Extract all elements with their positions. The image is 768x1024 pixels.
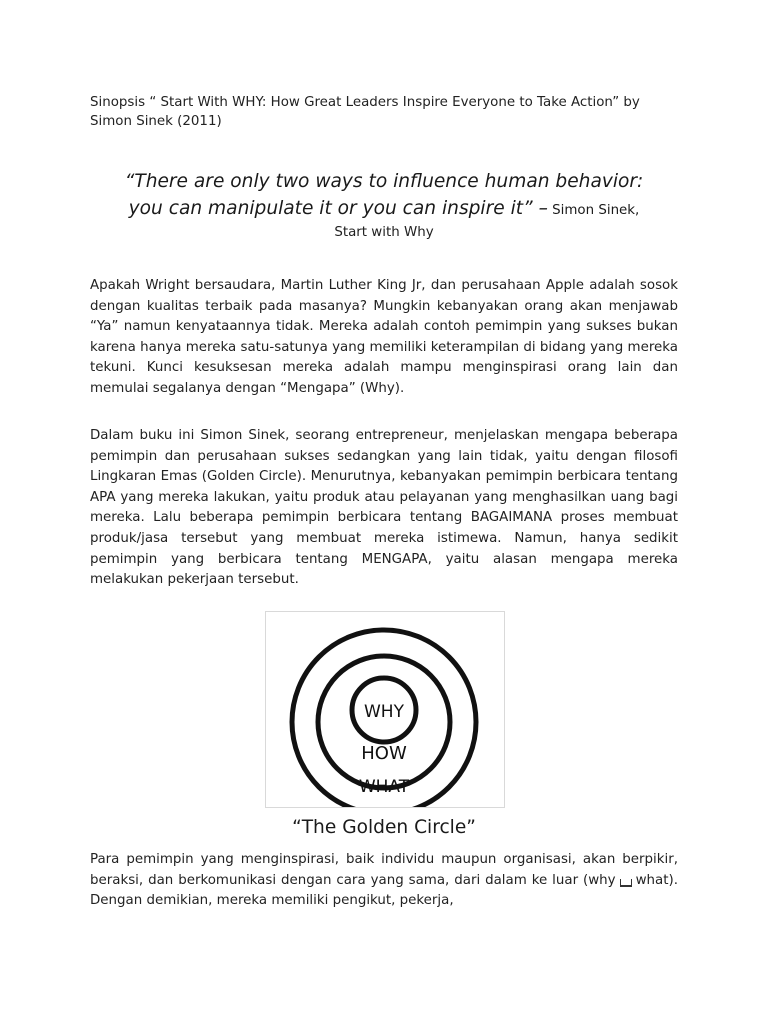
- quote-line-2: [90, 195, 678, 224]
- label-why: WHY: [364, 702, 404, 722]
- opening-quote: [90, 168, 678, 242]
- golden-circle-figure: [265, 611, 505, 808]
- paragraph-1: Apakah Wright bersaudara, Martin Luther King Jr, dan perusahaan Apple adalah sosok dengan kualitas terbaik pada masanya? Mungkin kebanyakan orang akan menjawab “Ya” namun kenyataannya tidak. Mereka adalah contoh pemimpin yang sukses bukan karena hanya mereka satu-satunya yang memiliki keterampilan di bidang yang mereka tekuni. Kunci kesuksesan mereka adalah mampu menginspirasi orang lain dan memulai segalanya dengan “Mengapa” (Why).: [90, 278, 678, 396]
- arrow-icon: [620, 879, 632, 887]
- paragraph-3: [90, 850, 678, 912]
- quote-attribution-author: Simon Sinek,: [547, 203, 640, 218]
- label-how: HOW: [361, 743, 407, 764]
- synopsis-heading: [90, 93, 678, 131]
- synopsis-line-1: Sinopsis “ Start With WHY: How Great Leaders Inspire Everyone to Take Action” by: [90, 95, 640, 110]
- paragraph-3-end: what). Dengan demikian, mereka memiliki pengikut, pekerja,: [90, 872, 678, 909]
- quote-attribution-book: Start with Why: [334, 225, 434, 240]
- paragraph-3-start: Para pemimpin yang menginspirasi, baik individu maupun organisasi, akan berpikir, beraksi, dan berkomunikasi dengan cara yang sama, dari dalam ke luar (why: [90, 852, 678, 888]
- golden-circle-diagram: [266, 612, 504, 807]
- paragraph-2: Dalam buku ini Simon Sinek, seorang entrepreneur, menjelaskan mengapa beberapa pemimpin dan perusahaan sukses sedangkan yang lain tidak, yaitu dengan filosofi Lingkaran Emas (Golden Circle). Menurutnya, kebanyakan pemimpin berbicara tentang APA yang mereka lakukan, yaitu produk atau pelayanan yang menghasilkan uang bagi mereka. Lalu beberapa pemimpin berbicara tentang BAGAIMANA proses membuat produk/jasa tersebut yang membuat mereka istimewa. Namun, hanya sedikit pemimpin yang berbicara tentang MENGAPA, yaitu alasan mengapa mereka melakukan pekerjaan tersebut.: [90, 428, 678, 588]
- figure-caption: “The Golden Circle”: [292, 817, 476, 838]
- quote-line-1: “There are only two ways to influence human behavior:: [124, 171, 644, 192]
- synopsis-line-2: Simon Sinek (2011): [90, 114, 222, 129]
- label-what: WHAT: [358, 777, 410, 797]
- quote-line-2-text: you can manipulate it or you can inspire it” –: [128, 198, 548, 219]
